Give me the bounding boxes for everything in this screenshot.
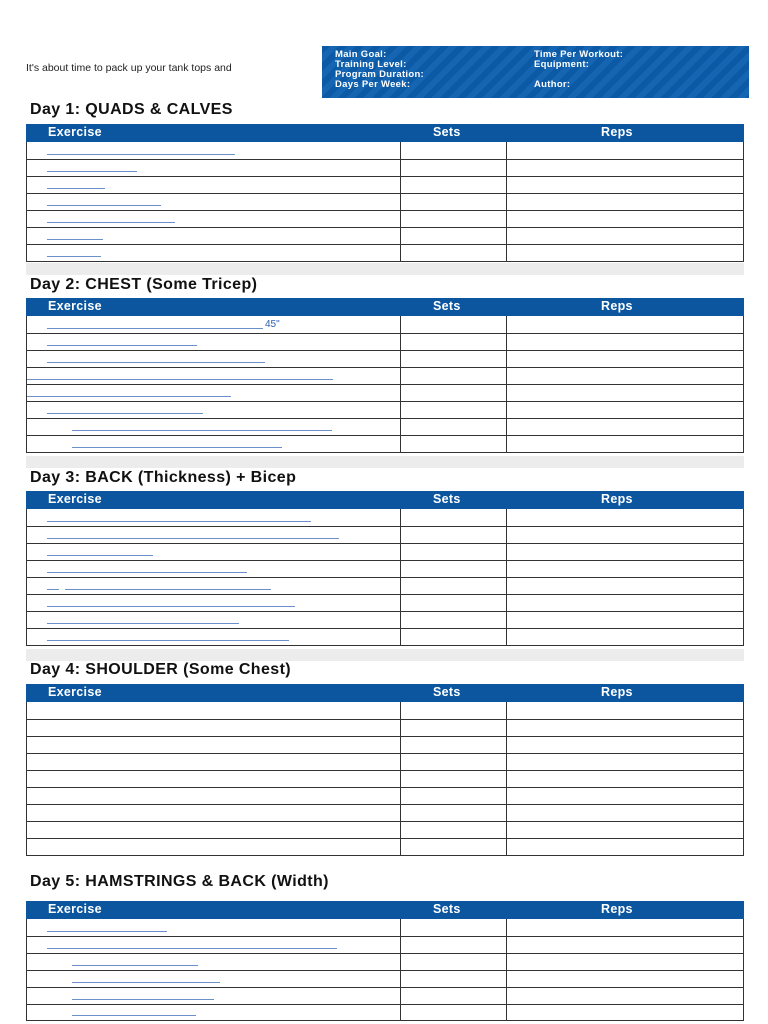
sets-header: Sets xyxy=(433,492,461,506)
program-duration-label: Program Duration: xyxy=(335,69,425,80)
day-2-title: Day 2: CHEST (Some Tricep) xyxy=(30,276,258,293)
table-row xyxy=(27,611,743,628)
reps-cell[interactable] xyxy=(507,754,743,770)
table-header xyxy=(26,124,744,142)
exercise-cell[interactable] xyxy=(27,788,401,804)
sets-cell[interactable] xyxy=(401,561,507,577)
reps-cell[interactable] xyxy=(507,509,743,526)
table-row xyxy=(27,384,743,401)
reps-cell[interactable] xyxy=(507,527,743,543)
exercise-note: 45" xyxy=(265,319,280,330)
table-row xyxy=(27,1004,743,1020)
author-label: Author: xyxy=(534,79,571,90)
table-row xyxy=(27,227,743,244)
reps-cell[interactable] xyxy=(507,334,743,350)
sets-cell[interactable] xyxy=(401,839,507,855)
sets-cell[interactable] xyxy=(401,595,507,611)
sets-cell[interactable] xyxy=(401,351,507,367)
day-5-title: Day 5: HAMSTRINGS & BACK (Width) xyxy=(30,873,329,890)
table-row xyxy=(27,401,743,418)
day-3-table xyxy=(26,491,744,646)
table-row xyxy=(27,244,743,261)
day-3-title: Day 3: BACK (Thickness) + Bicep xyxy=(30,469,297,486)
sets-cell[interactable] xyxy=(401,142,507,159)
table-row xyxy=(27,594,743,611)
exercise-link[interactable] xyxy=(47,555,153,556)
sets-cell[interactable] xyxy=(401,1005,507,1020)
sets-header: Sets xyxy=(433,299,461,313)
section-divider xyxy=(26,263,744,275)
reps-cell[interactable] xyxy=(507,1005,743,1020)
equipment-label: Equipment: xyxy=(534,59,590,70)
table-row xyxy=(27,333,743,350)
intro-text: It's about time to pack up your tank tops and xyxy=(26,62,232,74)
table-row xyxy=(27,804,743,821)
reps-header: Reps xyxy=(601,492,633,506)
table-row xyxy=(27,210,743,227)
sets-cell[interactable] xyxy=(401,937,507,953)
sets-cell[interactable] xyxy=(401,527,507,543)
exercise-cell[interactable] xyxy=(27,805,401,821)
reps-header: Reps xyxy=(601,685,633,699)
sets-cell[interactable] xyxy=(401,788,507,804)
reps-cell[interactable] xyxy=(507,737,743,753)
exercise-header: Exercise xyxy=(48,685,102,699)
exercise-link[interactable] xyxy=(47,239,103,240)
reps-cell[interactable] xyxy=(507,595,743,611)
reps-cell[interactable] xyxy=(507,612,743,628)
exercise-link[interactable] xyxy=(47,188,105,189)
sets-cell[interactable] xyxy=(401,754,507,770)
table-row xyxy=(27,509,743,526)
sets-cell[interactable] xyxy=(401,919,507,936)
sets-cell[interactable] xyxy=(401,368,507,384)
sets-cell[interactable] xyxy=(401,194,507,210)
table-row xyxy=(27,953,743,970)
day-5-table xyxy=(26,901,744,1021)
sets-cell[interactable] xyxy=(401,544,507,560)
exercise-link[interactable] xyxy=(47,222,175,223)
table-header xyxy=(26,901,744,919)
exercise-link[interactable] xyxy=(47,171,137,172)
exercise-link[interactable] xyxy=(47,154,235,155)
exercise-link[interactable] xyxy=(72,447,282,448)
exercise-cell[interactable] xyxy=(27,771,401,787)
sets-cell[interactable] xyxy=(401,771,507,787)
table-row xyxy=(27,560,743,577)
reps-header: Reps xyxy=(601,902,633,916)
sets-cell[interactable] xyxy=(401,509,507,526)
days-per-week-label: Days Per Week: xyxy=(335,79,411,90)
exercise-link[interactable] xyxy=(65,589,271,590)
reps-cell[interactable] xyxy=(507,194,743,210)
exercise-link[interactable] xyxy=(47,521,311,522)
exercise-cell[interactable] xyxy=(27,702,401,719)
exercise-link[interactable] xyxy=(72,982,220,983)
reps-cell[interactable] xyxy=(507,954,743,970)
exercise-header: Exercise xyxy=(48,492,102,506)
sets-header: Sets xyxy=(433,125,461,139)
reps-cell[interactable] xyxy=(507,160,743,176)
table-header xyxy=(26,298,744,316)
exercise-header: Exercise xyxy=(48,125,102,139)
table-row xyxy=(27,193,743,210)
exercise-link[interactable] xyxy=(47,640,289,641)
sets-cell[interactable] xyxy=(401,160,507,176)
reps-cell[interactable] xyxy=(507,368,743,384)
sets-cell[interactable] xyxy=(401,228,507,244)
table-row xyxy=(27,970,743,987)
exercise-link[interactable] xyxy=(47,538,339,539)
exercise-link[interactable] xyxy=(72,1015,196,1016)
table-row xyxy=(27,176,743,193)
exercise-cell[interactable] xyxy=(27,737,401,753)
exercise-cell[interactable] xyxy=(27,754,401,770)
day-1-table xyxy=(26,124,744,262)
reps-cell[interactable] xyxy=(507,402,743,418)
section-divider xyxy=(26,649,744,661)
table-row xyxy=(27,418,743,435)
table-row xyxy=(27,367,743,384)
reps-cell[interactable] xyxy=(507,351,743,367)
exercise-link[interactable] xyxy=(47,948,337,949)
sets-cell[interactable] xyxy=(401,402,507,418)
reps-cell[interactable] xyxy=(507,805,743,821)
table-row xyxy=(27,919,743,936)
exercise-link[interactable] xyxy=(47,205,161,206)
sets-cell[interactable] xyxy=(401,211,507,227)
sets-cell[interactable] xyxy=(401,988,507,1004)
exercise-cell[interactable] xyxy=(27,822,401,838)
table-row xyxy=(27,142,743,159)
table-row xyxy=(27,787,743,804)
exercise-link[interactable] xyxy=(27,379,333,380)
table-row xyxy=(27,316,743,333)
training-level-label: Training Level: xyxy=(335,59,407,70)
sets-cell[interactable] xyxy=(401,612,507,628)
table-row xyxy=(27,838,743,855)
sets-cell[interactable] xyxy=(401,822,507,838)
sets-cell[interactable] xyxy=(401,436,507,452)
table-row xyxy=(27,543,743,560)
exercise-link[interactable] xyxy=(47,623,239,624)
reps-cell[interactable] xyxy=(507,937,743,953)
table-row xyxy=(27,350,743,367)
reps-cell[interactable] xyxy=(507,839,743,855)
reps-cell[interactable] xyxy=(507,385,743,401)
sets-cell[interactable] xyxy=(401,177,507,193)
exercise-header: Exercise xyxy=(48,299,102,313)
reps-cell[interactable] xyxy=(507,788,743,804)
exercise-header: Exercise xyxy=(48,902,102,916)
sets-cell[interactable] xyxy=(401,419,507,435)
program-info-box xyxy=(322,46,749,98)
exercise-cell[interactable] xyxy=(27,839,401,855)
exercise-cell[interactable] xyxy=(27,720,401,736)
table-row xyxy=(27,719,743,736)
sets-cell[interactable] xyxy=(401,385,507,401)
main-goal-label: Main Goal: xyxy=(335,49,387,60)
reps-cell[interactable] xyxy=(507,822,743,838)
reps-cell[interactable] xyxy=(507,142,743,159)
table-row xyxy=(27,753,743,770)
exercise-link[interactable] xyxy=(72,430,332,431)
sets-cell[interactable] xyxy=(401,334,507,350)
table-row xyxy=(27,628,743,645)
sets-cell[interactable] xyxy=(401,737,507,753)
table-row xyxy=(27,435,743,452)
exercise-link[interactable] xyxy=(47,256,101,257)
sets-cell[interactable] xyxy=(401,629,507,645)
table-row xyxy=(27,736,743,753)
sets-cell[interactable] xyxy=(401,720,507,736)
reps-header: Reps xyxy=(601,125,633,139)
reps-cell[interactable] xyxy=(507,578,743,594)
reps-cell[interactable] xyxy=(507,919,743,936)
sets-header: Sets xyxy=(433,902,461,916)
reps-cell[interactable] xyxy=(507,561,743,577)
sets-cell[interactable] xyxy=(401,578,507,594)
sets-header: Sets xyxy=(433,685,461,699)
reps-cell[interactable] xyxy=(507,436,743,452)
reps-header: Reps xyxy=(601,299,633,313)
table-row xyxy=(27,702,743,719)
sets-cell[interactable] xyxy=(401,316,507,333)
table-row xyxy=(27,936,743,953)
time-per-workout-label: Time Per Workout: xyxy=(534,49,624,60)
reps-cell[interactable] xyxy=(507,245,743,261)
day-1-title: Day 1: QUADS & CALVES xyxy=(30,101,233,118)
section-divider xyxy=(26,456,744,468)
day-4-title: Day 4: SHOULDER (Some Chest) xyxy=(30,661,292,678)
table-row xyxy=(27,577,743,594)
sets-cell[interactable] xyxy=(401,805,507,821)
exercise-link[interactable] xyxy=(47,362,265,363)
reps-cell[interactable] xyxy=(507,211,743,227)
exercise-link[interactable] xyxy=(47,328,263,329)
exercise-link[interactable] xyxy=(47,589,59,590)
exercise-link[interactable] xyxy=(47,606,295,607)
exercise-link[interactable] xyxy=(47,931,167,932)
sets-cell[interactable] xyxy=(401,245,507,261)
sets-cell[interactable] xyxy=(401,954,507,970)
exercise-link[interactable] xyxy=(72,965,198,966)
day-4-table xyxy=(26,684,744,856)
exercise-link[interactable] xyxy=(47,572,247,573)
table-row xyxy=(27,987,743,1004)
reps-cell[interactable] xyxy=(507,544,743,560)
table-header xyxy=(26,684,744,702)
sets-cell[interactable] xyxy=(401,702,507,719)
table-row xyxy=(27,821,743,838)
reps-cell[interactable] xyxy=(507,720,743,736)
reps-cell[interactable] xyxy=(507,771,743,787)
table-row xyxy=(27,526,743,543)
reps-cell[interactable] xyxy=(507,177,743,193)
reps-cell[interactable] xyxy=(507,702,743,719)
table-header xyxy=(26,491,744,509)
exercise-link[interactable] xyxy=(72,999,214,1000)
table-row xyxy=(27,770,743,787)
exercise-link[interactable] xyxy=(47,413,203,414)
reps-cell[interactable] xyxy=(507,419,743,435)
exercise-link[interactable] xyxy=(27,396,231,397)
table-row xyxy=(27,159,743,176)
sets-cell[interactable] xyxy=(401,971,507,987)
day-2-table xyxy=(26,298,744,453)
reps-cell[interactable] xyxy=(507,228,743,244)
reps-cell[interactable] xyxy=(507,316,743,333)
exercise-link[interactable] xyxy=(47,345,197,346)
reps-cell[interactable] xyxy=(507,988,743,1004)
reps-cell[interactable] xyxy=(507,971,743,987)
reps-cell[interactable] xyxy=(507,629,743,645)
